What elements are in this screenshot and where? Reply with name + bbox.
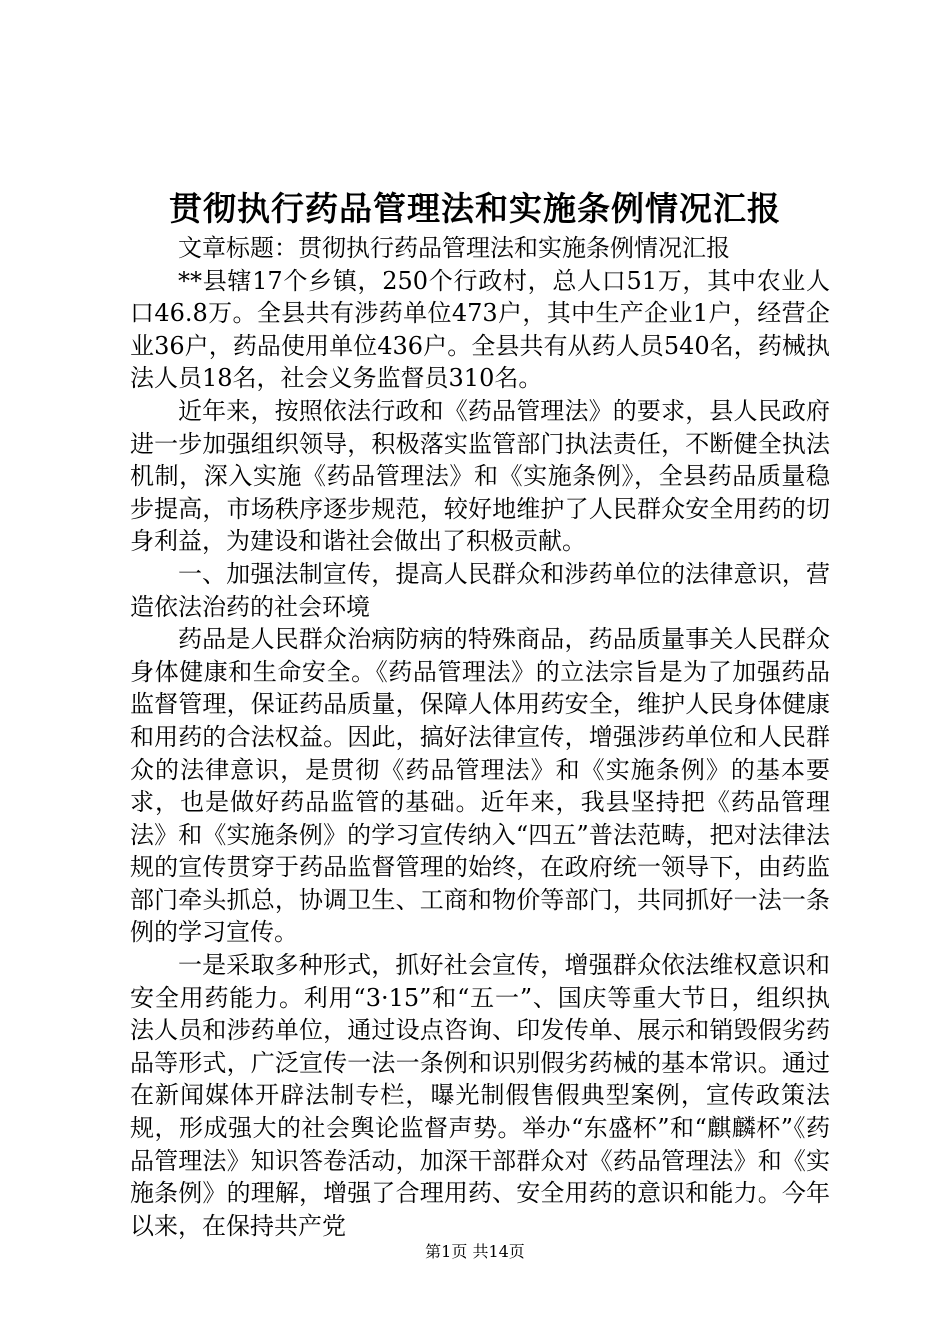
paragraph-recent-years: 近年来，按照依法行政和《药品管理法》的要求，县人民政府进一步加强组织领导，积极落实监管部门执法责任，不断健全执法机制，深入实施《药品管理法》和《实施条例》，全县药品质量稳步提高，市场秩序逐步规范，较好地维护了人民群众安全用药的切身利益，为建设和谐社会做出了积极贡献。: [130, 396, 830, 556]
paragraph-county-overview: **县辖17个乡镇，250个行政村，总人口51万，其中农业人口46.8万。全县共有涉药单位473户，其中生产企业1户，经营企业36户，药品使用单位436户。全县共有从药人员540名，药械执法人员18名，社会义务监督员310名。: [130, 266, 830, 393]
paragraph-publicity-measures: 一是采取多种形式，抓好社会宣传，增强群众依法维权意识和安全用药能力。利用“3·15”和“五一”、国庆等重大节日，组织执法人员和涉药单位，通过设点咨询、印发传单、展示和销毁假劣药品等形式，广泛宣传一法一条例和识别假劣药械的基本常识。通过在新闻媒体开辟法制专栏，曝光制假售假典型案例，宣传政策法规，形成强大的社会舆论监督声势。举办“东盛杯”和“麒麟杯”《药品管理法》知识答卷活动，加深干部群众对《药品管理法》和《实施条例》的理解，增强了合理用药、安全用药的意识和能力。今年以来，在保持共产党: [130, 951, 830, 1240]
document-title: 贯彻执行药品管理法和实施条例情况汇报: [169, 189, 781, 228]
paragraph-article-title: 文章标题：贯彻执行药品管理法和实施条例情况汇报: [178, 234, 730, 262]
section-heading-1: 一、加强法制宣传，提高人民群众和涉药单位的法律意识，营造依法治药的社会环境: [130, 559, 830, 621]
page-number-footer: 第1页 共14页: [425, 1242, 525, 1261]
document-body: [130, 232, 830, 1242]
paragraph-drug-importance: 药品是人民群众治病防病的特殊商品，药品质量事关人民群众身体健康和生命安全。《药品管理法》的立法宗旨是为了加强药品监督管理，保证药品质量，保障人体用药安全，维护人民身体健康和用药的合法权益。因此，搞好法律宣传，增强涉药单位和人民群众的法律意识，是贯彻《药品管理法》和《实施条例》的基本要求，也是做好药品监管的基础。近年来，我县坚持把《药品管理法》和《实施条例》的学习宣传纳入“四五”普法范畴，把对法律法规的宣传贯穿于药品监督管理的始终，在政府统一领导下，由药监部门牵头抓总，协调卫生、工商和物价等部门，共同抓好一法一条例的学习宣传。: [130, 625, 830, 947]
